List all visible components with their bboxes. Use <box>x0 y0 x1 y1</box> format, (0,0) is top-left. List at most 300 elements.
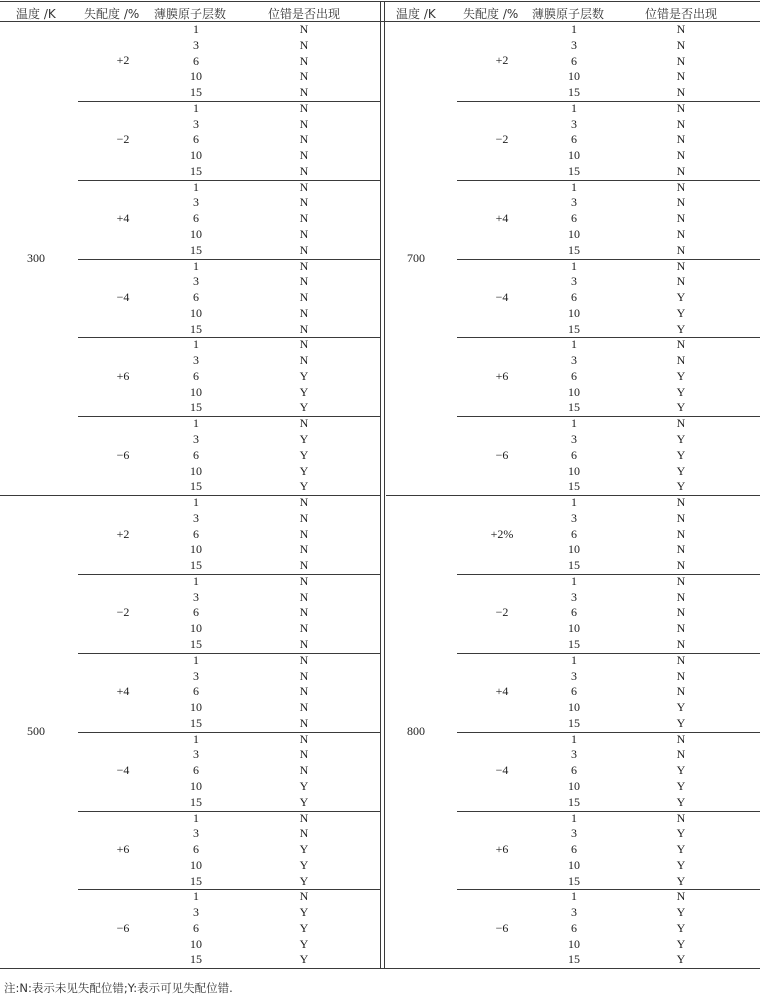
dislocation-result: Y <box>299 479 309 494</box>
dislocation-result: N <box>299 621 309 636</box>
table-footnote: 注:N:表示未见失配位错;Y:表示可见失配位错. <box>4 981 233 995</box>
layer-count: 3 <box>571 195 577 210</box>
layer-count: 6 <box>571 211 577 226</box>
dislocation-result: N <box>299 731 309 746</box>
misfit-group-separator <box>78 180 380 181</box>
dislocation-result: N <box>676 510 686 525</box>
layer-count: 1 <box>193 731 199 746</box>
misfit-group-separator <box>78 811 380 812</box>
layer-count: 3 <box>193 747 199 762</box>
dislocation-result: Y <box>676 447 686 462</box>
layer-count: 1 <box>193 573 199 588</box>
misfit-value: −2 <box>116 605 130 620</box>
dislocation-result: Y <box>676 400 686 415</box>
temperature-value: 700 <box>407 250 425 265</box>
dislocation-result: Y <box>676 321 686 336</box>
dislocation-result: Y <box>676 857 686 872</box>
layer-count: 6 <box>193 526 199 541</box>
dislocation-result: N <box>299 763 309 778</box>
dislocation-result: N <box>299 242 309 257</box>
table-bottom-rule <box>0 968 760 969</box>
dislocation-result: N <box>299 195 309 210</box>
column-header: 薄膜原子层数 <box>532 7 605 21</box>
dislocation-result: N <box>299 321 309 336</box>
dislocation-result: Y <box>299 400 309 415</box>
dislocation-result: N <box>676 69 686 84</box>
column-header: 温度 /K <box>396 7 436 21</box>
misfit-value: −4 <box>495 289 509 304</box>
layer-count: 10 <box>190 700 202 715</box>
layer-count: 6 <box>571 53 577 68</box>
layer-count: 15 <box>190 873 202 888</box>
misfit-group-separator <box>78 653 380 654</box>
dislocation-result: N <box>676 668 686 683</box>
layer-count: 15 <box>568 85 580 100</box>
layer-count: 3 <box>571 905 577 920</box>
layer-count: 3 <box>571 589 577 604</box>
dislocation-result: N <box>676 652 686 667</box>
layer-count: 1 <box>193 337 199 352</box>
dislocation-result: Y <box>676 432 686 447</box>
layer-count: 6 <box>193 605 199 620</box>
dislocation-result: N <box>676 605 686 620</box>
misfit-value: +2 <box>116 53 130 68</box>
misfit-value: +4 <box>116 211 130 226</box>
dislocation-result: N <box>299 605 309 620</box>
layer-count: 6 <box>193 920 199 935</box>
dislocation-result: Y <box>299 794 309 809</box>
misfit-value: +4 <box>116 684 130 699</box>
dislocation-result: Y <box>676 479 686 494</box>
layer-count: 15 <box>568 952 580 967</box>
layer-count: 3 <box>193 274 199 289</box>
dislocation-result: Y <box>299 368 309 383</box>
layer-count: 10 <box>190 384 202 399</box>
misfit-value: −6 <box>495 447 509 462</box>
dislocation-result: N <box>676 810 686 825</box>
dislocation-result: Y <box>299 432 309 447</box>
layer-count: 10 <box>568 69 580 84</box>
panel-divider-right <box>384 1 385 968</box>
layer-count: 15 <box>190 242 202 257</box>
misfit-group-separator <box>457 574 760 575</box>
dislocation-result: Y <box>676 794 686 809</box>
dislocation-result: N <box>676 100 686 115</box>
layer-count: 15 <box>190 85 202 100</box>
dislocation-result: N <box>676 889 686 904</box>
layer-count: 6 <box>571 920 577 935</box>
dislocation-result: Y <box>676 763 686 778</box>
dislocation-result: N <box>676 684 686 699</box>
layer-count: 6 <box>193 842 199 857</box>
dislocation-result: N <box>299 85 309 100</box>
temperature-value: 500 <box>27 723 45 738</box>
layer-count: 10 <box>190 857 202 872</box>
dislocation-result: Y <box>676 936 686 951</box>
misfit-group-separator <box>457 337 760 338</box>
dislocation-result: N <box>299 163 309 178</box>
dislocation-result: N <box>299 510 309 525</box>
layer-count: 10 <box>190 148 202 163</box>
dislocation-result: N <box>299 37 309 52</box>
layer-count: 15 <box>190 794 202 809</box>
misfit-group-separator <box>78 889 380 890</box>
dislocation-result: N <box>676 558 686 573</box>
misfit-value: −2 <box>495 132 509 147</box>
layer-count: 6 <box>571 132 577 147</box>
layer-count: 10 <box>568 778 580 793</box>
dislocation-result: N <box>299 495 309 510</box>
misfit-group-separator <box>457 889 760 890</box>
dislocation-result: N <box>676 274 686 289</box>
misfit-value: +6 <box>116 841 130 856</box>
misfit-group-separator <box>78 416 380 417</box>
dislocation-result: N <box>299 810 309 825</box>
misfit-value: −4 <box>495 763 509 778</box>
dislocation-result: Y <box>299 447 309 462</box>
layer-count: 6 <box>193 763 199 778</box>
dislocation-result: Y <box>676 368 686 383</box>
dislocation-result: N <box>299 747 309 762</box>
layer-count: 3 <box>193 826 199 841</box>
layer-count: 15 <box>568 400 580 415</box>
dislocation-result: Y <box>676 778 686 793</box>
dislocation-result: N <box>676 242 686 257</box>
dislocation-result: N <box>299 258 309 273</box>
dislocation-result: N <box>676 132 686 147</box>
layer-count: 6 <box>193 211 199 226</box>
dislocation-result: Y <box>299 463 309 478</box>
layer-count: 15 <box>190 558 202 573</box>
layer-count: 10 <box>568 621 580 636</box>
dislocation-result: Y <box>299 778 309 793</box>
column-header: 薄膜原子层数 <box>154 7 227 21</box>
dislocation-result: N <box>299 290 309 305</box>
layer-count: 10 <box>568 857 580 872</box>
layer-count: 3 <box>193 37 199 52</box>
dislocation-result: N <box>676 85 686 100</box>
misfit-value: +2 <box>116 526 130 541</box>
dislocation-result: N <box>299 179 309 194</box>
layer-count: 3 <box>193 116 199 131</box>
dislocation-result: Y <box>299 384 309 399</box>
layer-count: 15 <box>190 952 202 967</box>
misfit-group-separator <box>457 416 760 417</box>
dislocation-result: N <box>676 163 686 178</box>
layer-count: 1 <box>571 495 577 510</box>
dislocation-result: Y <box>676 873 686 888</box>
layer-count: 6 <box>571 684 577 699</box>
layer-count: 3 <box>571 747 577 762</box>
dislocation-result: N <box>299 715 309 730</box>
misfit-group-separator <box>78 101 380 102</box>
dislocation-result: N <box>299 668 309 683</box>
layer-count: 6 <box>571 763 577 778</box>
dislocation-result: Y <box>299 936 309 951</box>
layer-count: 3 <box>193 353 199 368</box>
dislocation-result: N <box>299 22 309 36</box>
layer-count: 10 <box>190 621 202 636</box>
misfit-value: −2 <box>116 132 130 147</box>
column-header: 失配度 /% <box>463 7 519 21</box>
dislocation-result: N <box>299 637 309 652</box>
layer-count: 10 <box>568 384 580 399</box>
layer-count: 10 <box>190 936 202 951</box>
layer-count: 6 <box>571 447 577 462</box>
dislocation-result: N <box>299 227 309 241</box>
panel-divider-left <box>380 1 381 968</box>
layer-count: 6 <box>571 368 577 383</box>
dislocation-result: N <box>676 53 686 68</box>
misfit-value: −4 <box>116 763 130 778</box>
layer-count: 15 <box>190 715 202 730</box>
dislocation-result: N <box>299 416 309 431</box>
layer-count: 10 <box>190 305 202 320</box>
layer-count: 10 <box>568 936 580 951</box>
dislocation-result: Y <box>676 290 686 305</box>
misfit-value: −2 <box>495 605 509 620</box>
column-header: 温度 /K <box>16 7 56 21</box>
dislocation-result: Y <box>676 715 686 730</box>
temperature-value: 300 <box>27 250 45 265</box>
layer-count: 1 <box>571 258 577 273</box>
layer-count: 3 <box>193 668 199 683</box>
layer-count: 1 <box>571 652 577 667</box>
layer-count: 15 <box>190 163 202 178</box>
layer-count: 10 <box>568 305 580 320</box>
dislocation-result: N <box>676 195 686 210</box>
layer-count: 1 <box>193 416 199 431</box>
layer-count: 15 <box>190 637 202 652</box>
dislocation-result: N <box>299 558 309 573</box>
misfit-value: −6 <box>116 447 130 462</box>
layer-count: 15 <box>568 558 580 573</box>
dislocation-result: N <box>676 731 686 746</box>
layer-count: 3 <box>571 274 577 289</box>
dislocation-result: N <box>299 826 309 841</box>
misfit-group-separator <box>457 259 760 260</box>
layer-count: 1 <box>571 22 577 36</box>
dislocation-result: N <box>676 416 686 431</box>
layer-count: 1 <box>571 179 577 194</box>
layer-count: 6 <box>571 526 577 541</box>
misfit-value: +4 <box>495 684 509 699</box>
dislocation-result: N <box>299 337 309 352</box>
dislocation-result: Y <box>299 920 309 935</box>
dislocation-result: Y <box>299 857 309 872</box>
misfit-value: +2 <box>495 53 509 68</box>
misfit-group-separator <box>457 101 760 102</box>
dislocation-result: N <box>299 211 309 226</box>
layer-count: 10 <box>190 778 202 793</box>
layer-count: 3 <box>193 432 199 447</box>
misfit-value: −6 <box>495 920 509 935</box>
dislocation-result: N <box>299 889 309 904</box>
layer-count: 15 <box>568 637 580 652</box>
dislocation-result: N <box>299 589 309 604</box>
dislocation-result: N <box>676 526 686 541</box>
layer-count: 15 <box>568 794 580 809</box>
layer-count: 1 <box>571 100 577 115</box>
dislocation-result: N <box>676 589 686 604</box>
dislocation-result: N <box>299 132 309 147</box>
layer-count: 1 <box>193 652 199 667</box>
misfit-group-separator <box>457 180 760 181</box>
dislocation-result: N <box>676 116 686 131</box>
misfit-value: +4 <box>495 211 509 226</box>
misfit-group-separator <box>457 732 760 733</box>
dislocation-result: Y <box>676 826 686 841</box>
dislocation-result: N <box>676 542 686 557</box>
misfit-group-separator <box>78 574 380 575</box>
dislocation-result: Y <box>676 463 686 478</box>
dislocation-result: Y <box>676 920 686 935</box>
layer-count: 10 <box>190 542 202 557</box>
layer-count: 3 <box>571 668 577 683</box>
layer-count: 3 <box>193 510 199 525</box>
dislocation-result: Y <box>299 842 309 857</box>
layer-count: 15 <box>190 479 202 494</box>
layer-count: 1 <box>571 573 577 588</box>
dislocation-result: Y <box>299 873 309 888</box>
layer-count: 3 <box>571 510 577 525</box>
dislocation-result: N <box>676 179 686 194</box>
dislocation-result: N <box>299 69 309 84</box>
layer-count: 1 <box>193 179 199 194</box>
layer-count: 10 <box>190 463 202 478</box>
dislocation-result: N <box>299 274 309 289</box>
layer-count: 6 <box>193 684 199 699</box>
layer-count: 1 <box>571 731 577 746</box>
layer-count: 6 <box>193 290 199 305</box>
dislocation-result: N <box>299 100 309 115</box>
layer-count: 1 <box>571 416 577 431</box>
dislocation-result: N <box>676 337 686 352</box>
layer-count: 1 <box>571 889 577 904</box>
layer-count: 15 <box>190 400 202 415</box>
layer-count: 3 <box>571 826 577 841</box>
layer-count: 15 <box>568 163 580 178</box>
layer-count: 15 <box>568 715 580 730</box>
misfit-value: −6 <box>116 920 130 935</box>
layer-count: 10 <box>568 463 580 478</box>
misfit-value: −4 <box>116 289 130 304</box>
misfit-value: +6 <box>495 368 509 383</box>
dislocation-result: Y <box>299 952 309 967</box>
dislocation-result: N <box>299 652 309 667</box>
layer-count: 6 <box>193 53 199 68</box>
dislocation-result: N <box>676 22 686 36</box>
misfit-value: +2% <box>490 526 514 541</box>
layer-count: 15 <box>568 321 580 336</box>
layer-count: 15 <box>190 321 202 336</box>
layer-count: 1 <box>193 22 199 36</box>
layer-count: 1 <box>193 495 199 510</box>
dislocation-result: N <box>676 148 686 163</box>
layer-count: 6 <box>193 447 199 462</box>
dislocation-result: Y <box>676 384 686 399</box>
layer-count: 1 <box>571 337 577 352</box>
misfit-value: +6 <box>495 841 509 856</box>
dislocation-result: N <box>299 53 309 68</box>
dislocation-result: N <box>299 684 309 699</box>
layer-count: 10 <box>568 148 580 163</box>
layer-count: 15 <box>568 873 580 888</box>
dislocation-result: N <box>676 621 686 636</box>
dislocation-result: N <box>676 495 686 510</box>
dislocation-result: N <box>299 353 309 368</box>
dislocation-result: Y <box>299 905 309 920</box>
dislocation-result: N <box>299 148 309 163</box>
layer-count: 1 <box>193 810 199 825</box>
dislocation-result: Y <box>676 305 686 320</box>
layer-count: 10 <box>190 69 202 84</box>
misfit-group-separator <box>457 811 760 812</box>
column-header: 失配度 /% <box>84 7 140 21</box>
layer-count: 3 <box>571 353 577 368</box>
column-header: 位错是否出现 <box>268 7 341 21</box>
dislocation-result: N <box>676 37 686 52</box>
dislocation-result: N <box>676 637 686 652</box>
layer-count: 3 <box>571 432 577 447</box>
dislocation-result: N <box>299 305 309 320</box>
layer-count: 3 <box>571 37 577 52</box>
layer-count: 1 <box>193 258 199 273</box>
misfit-value: +6 <box>116 368 130 383</box>
misfit-group-separator <box>78 732 380 733</box>
dislocation-result: N <box>676 227 686 241</box>
layer-count: 10 <box>568 700 580 715</box>
dislocation-result: N <box>299 573 309 588</box>
dislocation-result: Y <box>676 842 686 857</box>
dislocation-result: N <box>676 747 686 762</box>
misfit-group-separator <box>78 259 380 260</box>
layer-count: 6 <box>571 605 577 620</box>
dislocation-result: N <box>676 211 686 226</box>
dislocation-result: N <box>299 700 309 715</box>
layer-count: 10 <box>190 227 202 241</box>
dislocation-result: N <box>676 573 686 588</box>
dislocation-result: Y <box>676 952 686 967</box>
layer-count: 1 <box>193 889 199 904</box>
dislocation-result: Y <box>676 905 686 920</box>
layer-count: 6 <box>571 290 577 305</box>
misfit-group-separator <box>78 337 380 338</box>
dislocation-result: N <box>299 542 309 557</box>
layer-count: 3 <box>193 589 199 604</box>
layer-count: 3 <box>193 905 199 920</box>
temperature-value: 800 <box>407 723 425 738</box>
column-header: 位错是否出现 <box>645 7 718 21</box>
dislocation-result: N <box>299 116 309 131</box>
dislocation-result: N <box>676 258 686 273</box>
layer-count: 3 <box>193 195 199 210</box>
layer-count: 10 <box>568 227 580 241</box>
layer-count: 15 <box>568 479 580 494</box>
layer-count: 3 <box>571 116 577 131</box>
layer-count: 6 <box>193 132 199 147</box>
dislocation-result: Y <box>676 700 686 715</box>
layer-count: 6 <box>571 842 577 857</box>
dislocation-result: N <box>299 526 309 541</box>
layer-count: 15 <box>568 242 580 257</box>
layer-count: 10 <box>568 542 580 557</box>
dislocation-result: N <box>676 353 686 368</box>
layer-count: 1 <box>193 100 199 115</box>
misfit-group-separator <box>457 653 760 654</box>
layer-count: 6 <box>193 368 199 383</box>
layer-count: 1 <box>571 810 577 825</box>
